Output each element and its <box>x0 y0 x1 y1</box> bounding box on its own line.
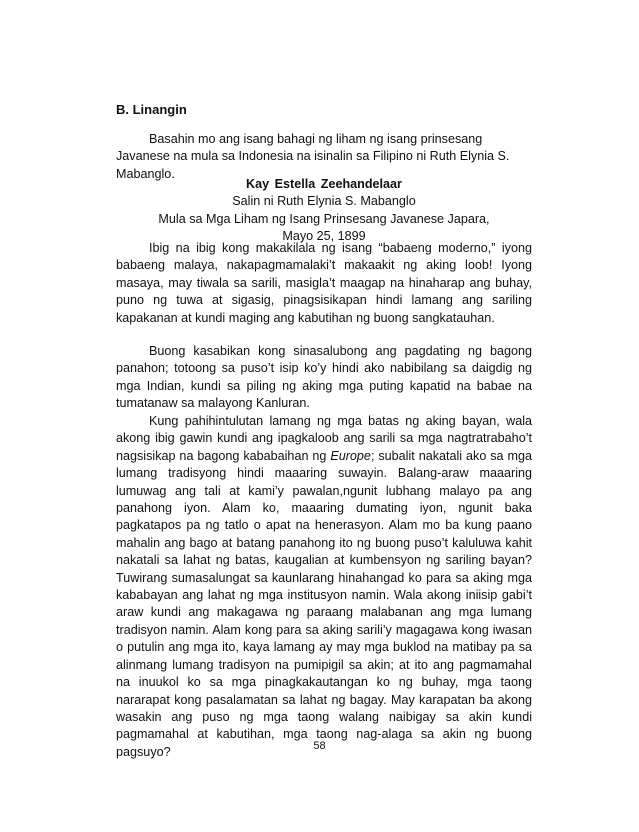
body-paragraph-2: Buong kasabikan kong sinasalubong ang pagdating ng bagong panahon; totoong sa puso’t isip ko’y hindi ako nabibilang sa daigdig ng mga Indian, kundi sa piling ng aking mga puting kapatid na babae na tumatanaw sa malayong Kanluran. <box>116 344 532 411</box>
paragraph-3-emphasis: Europe <box>330 448 371 463</box>
letter-source: Mula sa Mga Liham ng Isang Prinsesang Javanese Japara, <box>158 211 490 226</box>
letter-title: Kay Estella Zeehandelaar <box>246 177 402 191</box>
paragraph-3-text-before: Kung pahihintulutan lamang ng mga batas ng aking bayan, wala akong ibig gawin kundi ang ipagkaloob ang sarili sa mga nagtratrabaho’t nagsisikap na bagong kababaihan ng <box>116 414 532 463</box>
letter-translator: Salin ni Ruth Elynia S. Mabanglo <box>232 194 416 209</box>
body-paragraph-1: Ibig na ibig kong makakilala ng isang “babaeng moderno,” iyong babaeng malaya, nakapagmamalaki’t makaakit ng aking loob! Iyong masaya, may tiwala sa sarili, masigla’t maagap na hinaharap ang buhay, puno ng tuwa at sigasig, pinagsisikapan hindi lamang ang sariling kapakanan at kundi maging ang kabutihan ng buong sangkatauhan. <box>116 241 532 325</box>
body-paragraph-3 <box>116 413 532 761</box>
letter-date: Mayo 25, 1899 <box>282 229 366 244</box>
paragraph-3-text-after: ; subalit nakatali ako sa mga lumang tradisyong hindi maaaring suwayin. Balang-araw maaaring lumuwag ang tali at kami’y pawalan,ngunit lubhang malayo pa ang panahong iyon. Alam ko, maaaring dumating iyon, ngunit baka pagkatapos pa ng tatlo o apat na henerasyon. Alam mo ba kung paano mahalin ang bago at batang panahong ito ng buong puso’t kaluluwa kahit nakatali sa lahat ng batas, kaugalian at kumbensyon ng sariling bayan? Tuwirang sumasalungat sa kaunlarang hinahangad ko para sa aking mga kababayan ang lahat ng mga institusyon namin. Wala akong iniisip gabi’t araw kundi ang makagawa ng paraang malabanan ang mga lumang tradisyon namin. Alam kong para sa aking sarili’y magagawa kong iwasan o putulin ang mga ito, kaya lamang ay may mga buklod na matibay pa sa alinmang lumang tradisyon na pumipigil sa akin; at ito ang pagmamahal na inuukol ko sa mga pinagkakautangan ko ng buhay, mga taong nararapat kong pasalamatan sa lahat ng bagay. May karapatan ba akong wasakin ang puso ng mga taong walang naibigay sa akin kundi pagmamahal at kabutihan, mga taong nag-alaga sa akin ng buong pagsuyo? <box>116 448 532 759</box>
page-number: 58 <box>313 740 326 752</box>
letter-header <box>116 176 532 246</box>
intro-paragraph: Basahin mo ang isang bahagi ng liham ng isang prinsesang Javanese na mula sa Indonesia na isinalin sa Filipino ni Ruth Elynia S. Mabanglo. <box>116 132 510 181</box>
section-heading: B. Linangin <box>116 102 187 117</box>
